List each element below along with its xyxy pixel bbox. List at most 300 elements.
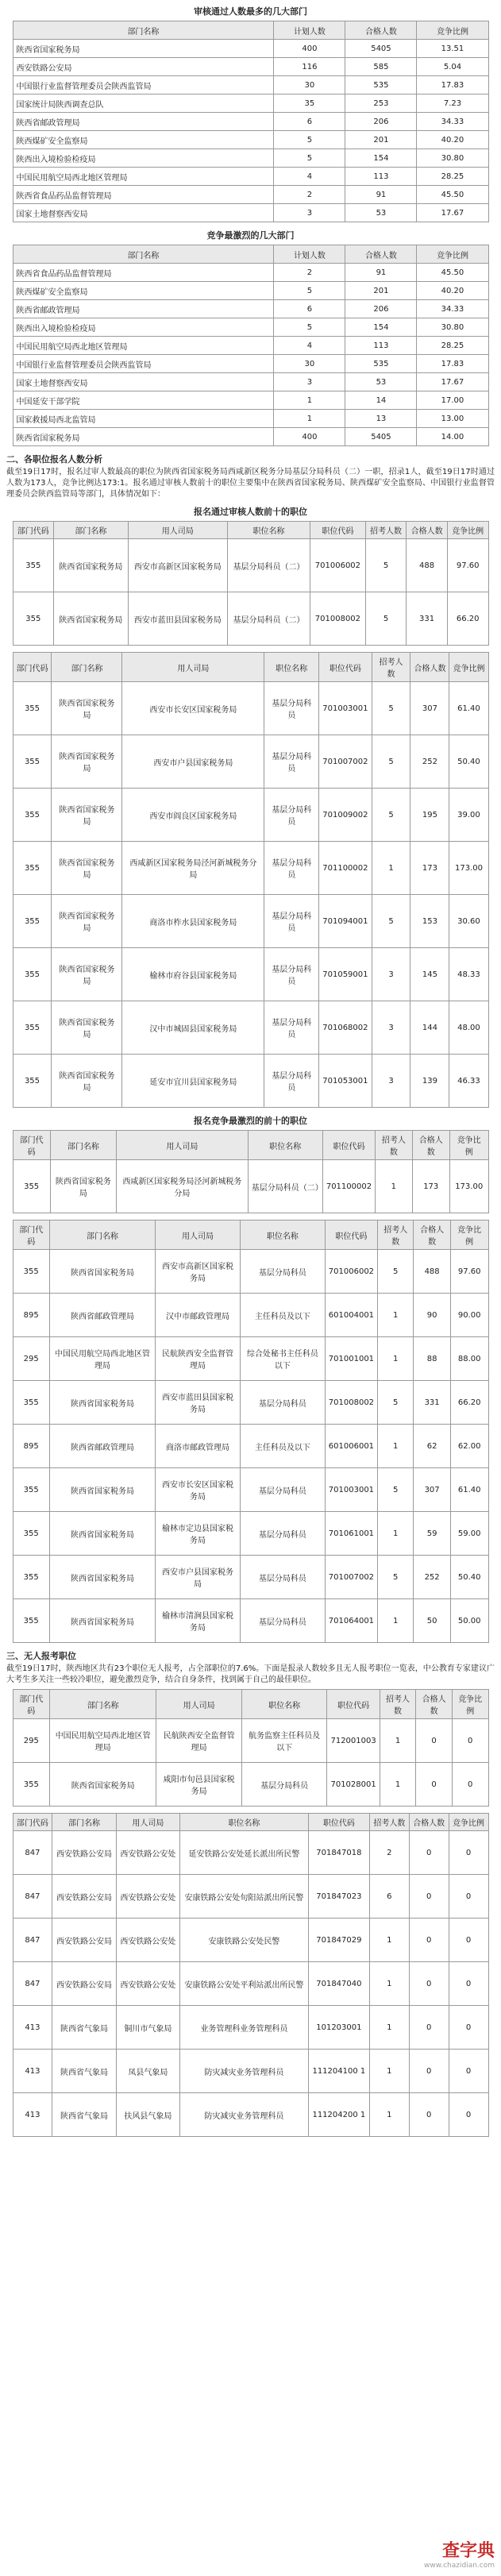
cell: 0 xyxy=(409,1875,449,1919)
cell: 0 xyxy=(409,2050,449,2093)
table-row xyxy=(13,948,488,1001)
cell: 895 xyxy=(13,1294,49,1337)
th-dept-code: 部门代码 xyxy=(13,522,54,539)
cell: 252 xyxy=(414,1556,450,1599)
table-row xyxy=(13,410,488,428)
cell: 基层分局科员（二） xyxy=(227,539,310,592)
cell: 陕西省气象局 xyxy=(52,2006,116,2050)
cell-plan: 4 xyxy=(274,168,345,186)
section-no-applicants xyxy=(0,1649,501,1807)
cell-qualified: 14 xyxy=(345,391,417,410)
cell: 331 xyxy=(407,592,448,646)
cell: 701100002 xyxy=(319,842,372,895)
cell: 0 xyxy=(449,1962,488,2006)
cell: 0 xyxy=(452,1763,488,1807)
th-quota: 招考人数 xyxy=(380,1690,416,1719)
table-row xyxy=(13,789,488,842)
cell: 355 xyxy=(13,1512,49,1556)
cell: 701008002 xyxy=(310,592,366,646)
cell: 汉中市邮政管理局 xyxy=(156,1294,241,1337)
cell-qualified: 5405 xyxy=(345,40,417,58)
th-ratio: 竞争比例 xyxy=(450,1221,488,1250)
th-qualified: 合格人数 xyxy=(345,245,417,264)
cell: 基层分局科员 xyxy=(241,1763,327,1807)
table-row xyxy=(13,1599,488,1643)
cell: 701007002 xyxy=(319,735,372,789)
table-row xyxy=(13,300,488,318)
cell-qualified: 113 xyxy=(345,337,417,355)
cell: 陕西省国家税务局 xyxy=(49,1468,155,1512)
cell: 701007002 xyxy=(325,1556,377,1599)
cell: 民航陕西安全监督管理局 xyxy=(156,1719,242,1763)
cell: 基层分局科员（二） xyxy=(248,1160,322,1213)
th-position-code: 职位代码 xyxy=(310,522,366,539)
cell: 712001003 xyxy=(327,1719,380,1763)
cell: 1 xyxy=(376,1160,413,1213)
th-dept: 部门名称 xyxy=(13,21,274,40)
table-row xyxy=(13,682,488,735)
cell: 陕西省国家税务局 xyxy=(49,1556,155,1599)
cell-qualified: 535 xyxy=(345,355,417,373)
cell: 355 xyxy=(13,1556,49,1599)
cell: 陕西省气象局 xyxy=(52,2050,116,2093)
cell-plan: 30 xyxy=(274,355,345,373)
cell: 1 xyxy=(372,842,410,895)
cell: 防灾减灾业务管理科员 xyxy=(180,2050,309,2093)
cell: 1 xyxy=(380,1763,416,1807)
th-dept: 部门名称 xyxy=(52,653,122,682)
cell: 1 xyxy=(369,2050,409,2093)
cell: 0 xyxy=(416,1719,453,1763)
cell: 355 xyxy=(13,539,54,592)
th-ratio: 竞争比例 xyxy=(417,245,488,264)
cell: 1 xyxy=(378,1294,414,1337)
th-position: 职位名称 xyxy=(180,1814,309,1831)
cell: 355 xyxy=(13,735,52,789)
cell-ratio: 45.50 xyxy=(417,186,488,204)
logo-text: 查字典 xyxy=(441,2540,495,2561)
cell-dept: 陕西省食品药品监督管理局 xyxy=(13,264,274,282)
cell-ratio: 17.00 xyxy=(417,391,488,410)
section-no-applicants-continued xyxy=(0,1813,501,2137)
cell: 173.00 xyxy=(449,1160,488,1213)
cell: 陕西省国家税务局 xyxy=(50,1763,156,1807)
cell: 701028001 xyxy=(327,1763,380,1807)
cell-dept: 陕西省邮政管理局 xyxy=(13,300,274,318)
cell: 295 xyxy=(13,1719,50,1763)
cell: 0 xyxy=(409,1962,449,2006)
cell: 汉中市城固县国家税务局 xyxy=(122,1001,264,1055)
table-header-row xyxy=(13,522,488,539)
table-top-approved-positions xyxy=(13,521,489,646)
cell: 90.00 xyxy=(450,1294,488,1337)
cell: 陕西省国家税务局 xyxy=(49,1250,155,1294)
section-heading: 二、各职位报名人数分析 xyxy=(6,454,102,465)
cell-qualified: 91 xyxy=(345,186,417,204)
cell: 1 xyxy=(378,1599,414,1643)
cell: 701094001 xyxy=(319,895,372,948)
cell: 847 xyxy=(13,1831,52,1875)
cell-dept: 中国延安干部学院 xyxy=(13,391,274,410)
th-dept: 部门名称 xyxy=(50,1131,116,1160)
cell: 榆林市清涧县国家税务局 xyxy=(156,1599,241,1643)
cell-qualified: 201 xyxy=(345,131,417,149)
th-bureau: 用人司局 xyxy=(116,1131,248,1160)
cell-plan: 400 xyxy=(274,40,345,58)
cell: 5 xyxy=(365,592,407,646)
cell: 39.00 xyxy=(449,789,488,842)
cell: 西安铁路公安局 xyxy=(52,1962,116,2006)
cell-dept: 国家土地督察西安局 xyxy=(13,373,274,391)
site-watermark-logo xyxy=(424,2537,495,2570)
cell: 基层分局科员 xyxy=(240,1556,325,1599)
cell: 5 xyxy=(372,789,410,842)
cell-dept: 陕西出入境检验检疫局 xyxy=(13,318,274,337)
cell-dept: 国家土地督察西安局 xyxy=(13,204,274,222)
cell: 355 xyxy=(13,948,52,1001)
cell: 西安市阎良区国家税务局 xyxy=(122,789,264,842)
th-dept: 部门名称 xyxy=(13,245,274,264)
cell: 陕西省国家税务局 xyxy=(49,1512,155,1556)
cell: 355 xyxy=(13,1250,49,1294)
th-qualified: 合格人数 xyxy=(410,653,449,682)
cell: 97.60 xyxy=(450,1250,488,1294)
section-most-competitive-continued xyxy=(0,1220,501,1643)
cell: 西安铁路公安局 xyxy=(52,1875,116,1919)
table-title: 报名通过审核人数前十的职位 xyxy=(194,507,307,517)
cell: 陕西省国家税务局 xyxy=(50,1160,116,1213)
table-row xyxy=(13,1719,488,1763)
table-row xyxy=(13,1337,488,1381)
cell: 5 xyxy=(378,1468,414,1512)
cell: 陕西省国家税务局 xyxy=(52,682,122,735)
cell: 355 xyxy=(13,895,52,948)
cell: 陕西省国家税务局 xyxy=(49,1599,155,1643)
cell: 基层分局科员 xyxy=(264,948,319,1001)
cell: 榆林市定边县国家税务局 xyxy=(156,1512,241,1556)
cell: 基层分局科员 xyxy=(240,1512,325,1556)
table-header-row xyxy=(13,245,488,264)
cell-plan: 3 xyxy=(274,373,345,391)
cell-plan: 4 xyxy=(274,337,345,355)
cell-ratio: 40.20 xyxy=(417,131,488,149)
table-most-approved xyxy=(13,21,489,222)
cell: 90 xyxy=(414,1294,450,1337)
cell: 陕西省邮政管理局 xyxy=(49,1425,155,1468)
cell: 中国民用航空局西北地区管理局 xyxy=(50,1719,156,1763)
cell-dept: 中国银行业监督管理委员会陕西监管局 xyxy=(13,355,274,373)
cell: 基层分局科员 xyxy=(264,842,319,895)
th-qualified: 合格人数 xyxy=(412,1131,449,1160)
table-title: 报名竞争最激烈的前十的职位 xyxy=(194,1116,307,1126)
cell-plan: 6 xyxy=(274,113,345,131)
cell-ratio: 34.33 xyxy=(417,300,488,318)
cell-plan: 35 xyxy=(274,94,345,113)
cell: 6 xyxy=(369,1875,409,1919)
cell-qualified: 154 xyxy=(345,318,417,337)
table-row xyxy=(13,1425,488,1468)
cell-ratio: 17.67 xyxy=(417,373,488,391)
cell: 5 xyxy=(365,539,407,592)
th-quota: 招考人数 xyxy=(378,1221,414,1250)
cell-plan: 6 xyxy=(274,300,345,318)
cell: 陕西省国家税务局 xyxy=(54,592,129,646)
cell-ratio: 13.51 xyxy=(417,40,488,58)
cell-ratio: 28.25 xyxy=(417,168,488,186)
th-ratio: 竞争比例 xyxy=(452,1690,488,1719)
cell: 355 xyxy=(13,1381,49,1425)
table-header-row xyxy=(13,1814,488,1831)
cell: 基层分局科员 xyxy=(264,789,319,842)
cell: 355 xyxy=(13,1001,52,1055)
th-dept-code: 部门代码 xyxy=(13,1690,50,1719)
cell: 5 xyxy=(378,1556,414,1599)
cell-ratio: 7.23 xyxy=(417,94,488,113)
table-header-row xyxy=(13,1690,488,1719)
table-row xyxy=(13,94,488,113)
cell: 陕西省国家税务局 xyxy=(52,789,122,842)
th-quota: 招考人数 xyxy=(369,1814,409,1831)
cell: 601004001 xyxy=(325,1294,377,1337)
cell-qualified: 201 xyxy=(345,282,417,300)
table-row xyxy=(13,264,488,282)
cell: 847 xyxy=(13,1875,52,1919)
table-row xyxy=(13,2006,488,2050)
th-qualified: 合格人数 xyxy=(416,1690,453,1719)
table-row xyxy=(13,40,488,58)
cell: 延安市宜川县国家税务局 xyxy=(122,1055,264,1108)
cell: 88 xyxy=(414,1337,450,1381)
table-row xyxy=(13,2093,488,2137)
th-position-code: 职位代码 xyxy=(325,1221,377,1250)
cell: 西安市长安区国家税务局 xyxy=(156,1468,241,1512)
table-row xyxy=(13,842,488,895)
cell-ratio: 17.67 xyxy=(417,204,488,222)
cell: 陕西省国家税务局 xyxy=(52,1055,122,1108)
section-title: 竞争最激烈的几大部门 xyxy=(206,230,295,241)
cell: 355 xyxy=(13,682,52,735)
cell-qualified: 113 xyxy=(345,168,417,186)
cell-qualified: 585 xyxy=(345,58,417,76)
table-most-competitive-depts xyxy=(13,245,489,446)
table-header-row xyxy=(13,1131,488,1160)
cell: 101203001 xyxy=(308,2006,369,2050)
cell: 安康铁路公安处民警 xyxy=(180,1919,309,1962)
cell: 701061001 xyxy=(325,1512,377,1556)
cell: 扶风县气象局 xyxy=(116,2093,179,2137)
cell-plan: 1 xyxy=(274,391,345,410)
cell-dept: 陕西出入境检验检疫局 xyxy=(13,149,274,168)
cell: 701847040 xyxy=(308,1962,369,2006)
th-ratio: 竞争比例 xyxy=(449,1131,488,1160)
table-row xyxy=(13,1001,488,1055)
table-row xyxy=(13,1875,488,1919)
table-row xyxy=(13,895,488,948)
cell: 5 xyxy=(372,682,410,735)
cell-plan: 5 xyxy=(274,282,345,300)
cell: 48.00 xyxy=(449,1001,488,1055)
cell-ratio: 30.80 xyxy=(417,149,488,168)
cell: 355 xyxy=(13,1763,50,1807)
table-row xyxy=(13,539,488,592)
cell: 48.33 xyxy=(449,948,488,1001)
table-row xyxy=(13,1055,488,1108)
cell: 西安铁路公安处 xyxy=(116,1875,179,1919)
th-plan: 计划人数 xyxy=(274,245,345,264)
th-position-code: 职位代码 xyxy=(327,1690,380,1719)
cell: 701006002 xyxy=(310,539,366,592)
table-row xyxy=(13,1763,488,1807)
cell: 陕西省气象局 xyxy=(52,2093,116,2137)
cell: 西安铁路公安处 xyxy=(116,1962,179,2006)
cell: 3 xyxy=(372,1001,410,1055)
cell: 173 xyxy=(410,842,449,895)
cell: 59 xyxy=(414,1512,450,1556)
cell: 355 xyxy=(13,842,52,895)
cell: 0 xyxy=(409,2006,449,2050)
section-paragraph: 截至19日17时，报名过审人数最高的职位为陕西省国家税务局西咸新区税务分局基层分局科员（二）一职，招录1人，截至19日17时通过人数为173人，竞争比例达173:1。报名通过审核人数前十的职位主要集中在陕西省国家税务局、陕西煤矿安全监察局、中国银行业监督管理委员会陕西监管局等部门，具体情况如下： xyxy=(6,468,495,499)
cell: 195 xyxy=(410,789,449,842)
th-bureau: 用人司局 xyxy=(122,653,264,682)
table-row xyxy=(13,149,488,168)
cell: 1 xyxy=(378,1425,414,1468)
section-most-approved xyxy=(0,5,501,222)
cell: 商洛市柞水县国家税务局 xyxy=(122,895,264,948)
cell-dept: 陕西省国家税务局 xyxy=(13,40,274,58)
table-no-applicants-continued xyxy=(13,1813,489,2137)
cell-ratio: 13.00 xyxy=(417,410,488,428)
cell: 航务监察主任科员及以下 xyxy=(241,1719,327,1763)
cell: 307 xyxy=(414,1468,450,1512)
table-row xyxy=(13,1512,488,1556)
table-no-applicants xyxy=(13,1689,489,1807)
cell: 1 xyxy=(369,1962,409,2006)
cell: 西安铁路公安处 xyxy=(116,1919,179,1962)
cell: 5 xyxy=(372,895,410,948)
cell: 0 xyxy=(416,1763,453,1807)
cell-qualified: 535 xyxy=(345,76,417,94)
cell-qualified: 91 xyxy=(345,264,417,282)
cell: 安康铁路公安处平利站派出所民警 xyxy=(180,1962,309,2006)
th-dept: 部门名称 xyxy=(54,522,129,539)
cell: 西安市户县国家税务局 xyxy=(122,735,264,789)
cell: 1 xyxy=(380,1719,416,1763)
cell: 0 xyxy=(449,1831,488,1875)
cell: 0 xyxy=(409,1919,449,1962)
cell: 701847023 xyxy=(308,1875,369,1919)
cell: 97.60 xyxy=(447,539,488,592)
cell: 基层分局科员 xyxy=(264,682,319,735)
cell-dept: 中国民用航空局西北地区管理局 xyxy=(13,337,274,355)
cell: 50.40 xyxy=(449,735,488,789)
cell: 701006002 xyxy=(325,1250,377,1294)
cell: 中国民用航空局西北地区管理局 xyxy=(49,1337,155,1381)
th-position: 职位名称 xyxy=(248,1131,322,1160)
table-row xyxy=(13,1831,488,1875)
cell: 咸阳市旬邑县国家税务局 xyxy=(156,1763,242,1807)
th-bureau: 用人司局 xyxy=(156,1690,242,1719)
cell-dept: 国家救援局西北监管局 xyxy=(13,410,274,428)
cell: 50 xyxy=(414,1599,450,1643)
cell: 895 xyxy=(13,1425,49,1468)
table-header-row xyxy=(13,1221,488,1250)
cell: 701008002 xyxy=(325,1381,377,1425)
table-row xyxy=(13,204,488,222)
cell-plan: 3 xyxy=(274,204,345,222)
cell: 西咸新区国家税务局泾河新城税务分局 xyxy=(122,842,264,895)
table-row xyxy=(13,1294,488,1337)
table-row xyxy=(13,1556,488,1599)
cell: 355 xyxy=(13,1160,50,1213)
cell: 66.20 xyxy=(450,1381,488,1425)
cell-plan: 1 xyxy=(274,410,345,428)
cell-dept: 陕西煤矿安全监察局 xyxy=(13,282,274,300)
table-row xyxy=(13,592,488,646)
cell: 基层分局科员 xyxy=(240,1381,325,1425)
cell-dept: 中国民用航空局西北地区管理局 xyxy=(13,168,274,186)
th-dept-code: 部门代码 xyxy=(13,1221,49,1250)
cell-plan: 5 xyxy=(274,149,345,168)
cell: 111204200 1 xyxy=(308,2093,369,2137)
cell: 西安市长安区国家税务局 xyxy=(122,682,264,735)
cell: 西安铁路公安局 xyxy=(52,1831,116,1875)
th-ratio: 竞争比例 xyxy=(449,653,488,682)
cell-qualified: 53 xyxy=(345,204,417,222)
table-row xyxy=(13,186,488,204)
th-dept-code: 部门代码 xyxy=(13,1131,50,1160)
section-heading: 三、无人报考职位 xyxy=(6,1651,76,1661)
cell-ratio: 30.80 xyxy=(417,318,488,337)
cell: 701053001 xyxy=(319,1055,372,1108)
table-most-competitive-positions xyxy=(13,1130,489,1213)
cell: 701847029 xyxy=(308,1919,369,1962)
cell-dept: 陕西省国家税务局 xyxy=(13,428,274,446)
cell: 业务管理科业务管理科员 xyxy=(180,2006,309,2050)
cell: 413 xyxy=(13,2006,52,2050)
cell: 基层分局科员 xyxy=(240,1250,325,1294)
section-title: 审核通过人数最多的几大部门 xyxy=(194,6,307,17)
th-quota: 招考人数 xyxy=(376,1131,413,1160)
cell: 3 xyxy=(372,948,410,1001)
logo-url: www.chazidian.com xyxy=(423,2562,495,2570)
cell: 355 xyxy=(13,789,52,842)
cell: 144 xyxy=(410,1001,449,1055)
th-ratio: 竞争比例 xyxy=(417,21,488,40)
cell: 西安市户县国家税务局 xyxy=(156,1556,241,1599)
cell: 榆林市府谷县国家税务局 xyxy=(122,948,264,1001)
cell: 701059001 xyxy=(319,948,372,1001)
section-most-competitive-positions xyxy=(0,1114,501,1213)
th-position: 职位名称 xyxy=(264,653,319,682)
table-top-approved-continued xyxy=(13,652,489,1108)
table-row xyxy=(13,735,488,789)
th-quota: 招考人数 xyxy=(372,653,410,682)
cell-dept: 中国银行业监督管理委员会陕西监管局 xyxy=(13,76,274,94)
cell: 铜川市气象局 xyxy=(116,2006,179,2050)
cell-dept: 陕西省邮政管理局 xyxy=(13,113,274,131)
cell-plan: 2 xyxy=(274,186,345,204)
th-ratio: 竞争比例 xyxy=(447,522,488,539)
cell: 3 xyxy=(372,1055,410,1108)
cell: 商洛市邮政管理局 xyxy=(156,1425,241,1468)
cell: 基层分局科员 xyxy=(264,1001,319,1055)
cell: 防灾减灾业务管理科员 xyxy=(180,2093,309,2137)
th-plan: 计划人数 xyxy=(274,21,345,40)
cell: 安康铁路公安处旬阳站派出所民警 xyxy=(180,1875,309,1919)
cell: 61.40 xyxy=(449,682,488,735)
table-row xyxy=(13,1919,488,1962)
cell-ratio: 5.04 xyxy=(417,58,488,76)
